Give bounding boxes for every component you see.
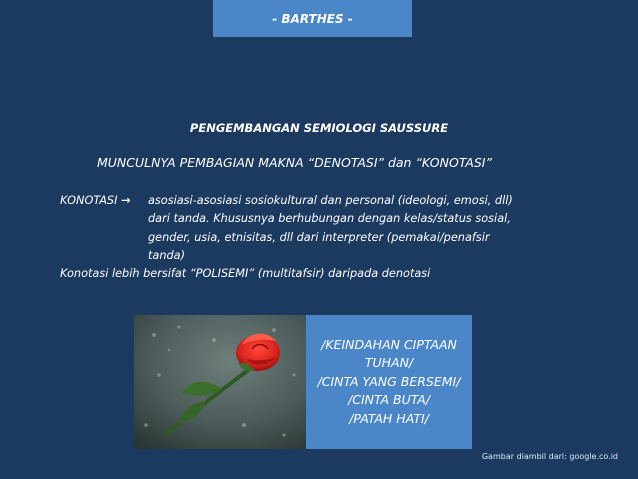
quote-line: /CINTA BUTA/ [348,392,430,408]
connotation-quote-box [306,315,472,449]
image-credit: Gambar diambil dari: google.co.id [481,452,618,461]
quote-line: /CINTA YANG BERSEMI/ [317,373,461,389]
konotasi-first-line [60,192,630,210]
konotasi-line-4: tanda) [148,248,186,262]
konotasi-line-3: gender, usia, etnisitas, dll dari interpreter (pemakai/penafsir [148,230,490,244]
quote-line: /KEINDAHAN CIPTAAN [321,336,457,352]
quote-line: /PATAH HATI/ [349,410,429,426]
section-heading: PENGEMBANGAN SEMIOLOGI SAUSSURE [189,121,449,135]
konotasi-label: KONOTASI → [60,194,131,207]
section-subheading: MUNCULNYA PEMBAGIAN MAKNA “DENOTASI” dan “KONOTASI” [97,155,492,170]
slide-title-tab [213,0,412,37]
rose-photo [134,315,308,449]
polisemi-line: Konotasi lebih bersifat “POLISEMI” (multitafsir) daripada denotasi [60,267,431,281]
rose-image [134,315,308,449]
arrow-right-icon: → [121,194,131,207]
konotasi-line-2: dari tanda. Khususnya berhubungan dengan kelas/status sosial, [148,212,511,226]
konotasi-line-1: asosiasi-asosiasi sosiokultural dan personal (ideologi, emosi, dll) [148,194,513,207]
slide-title: - BARTHES - [272,11,353,26]
quote-line: TUHAN/ [364,355,414,371]
konotasi-definition [60,192,630,283]
